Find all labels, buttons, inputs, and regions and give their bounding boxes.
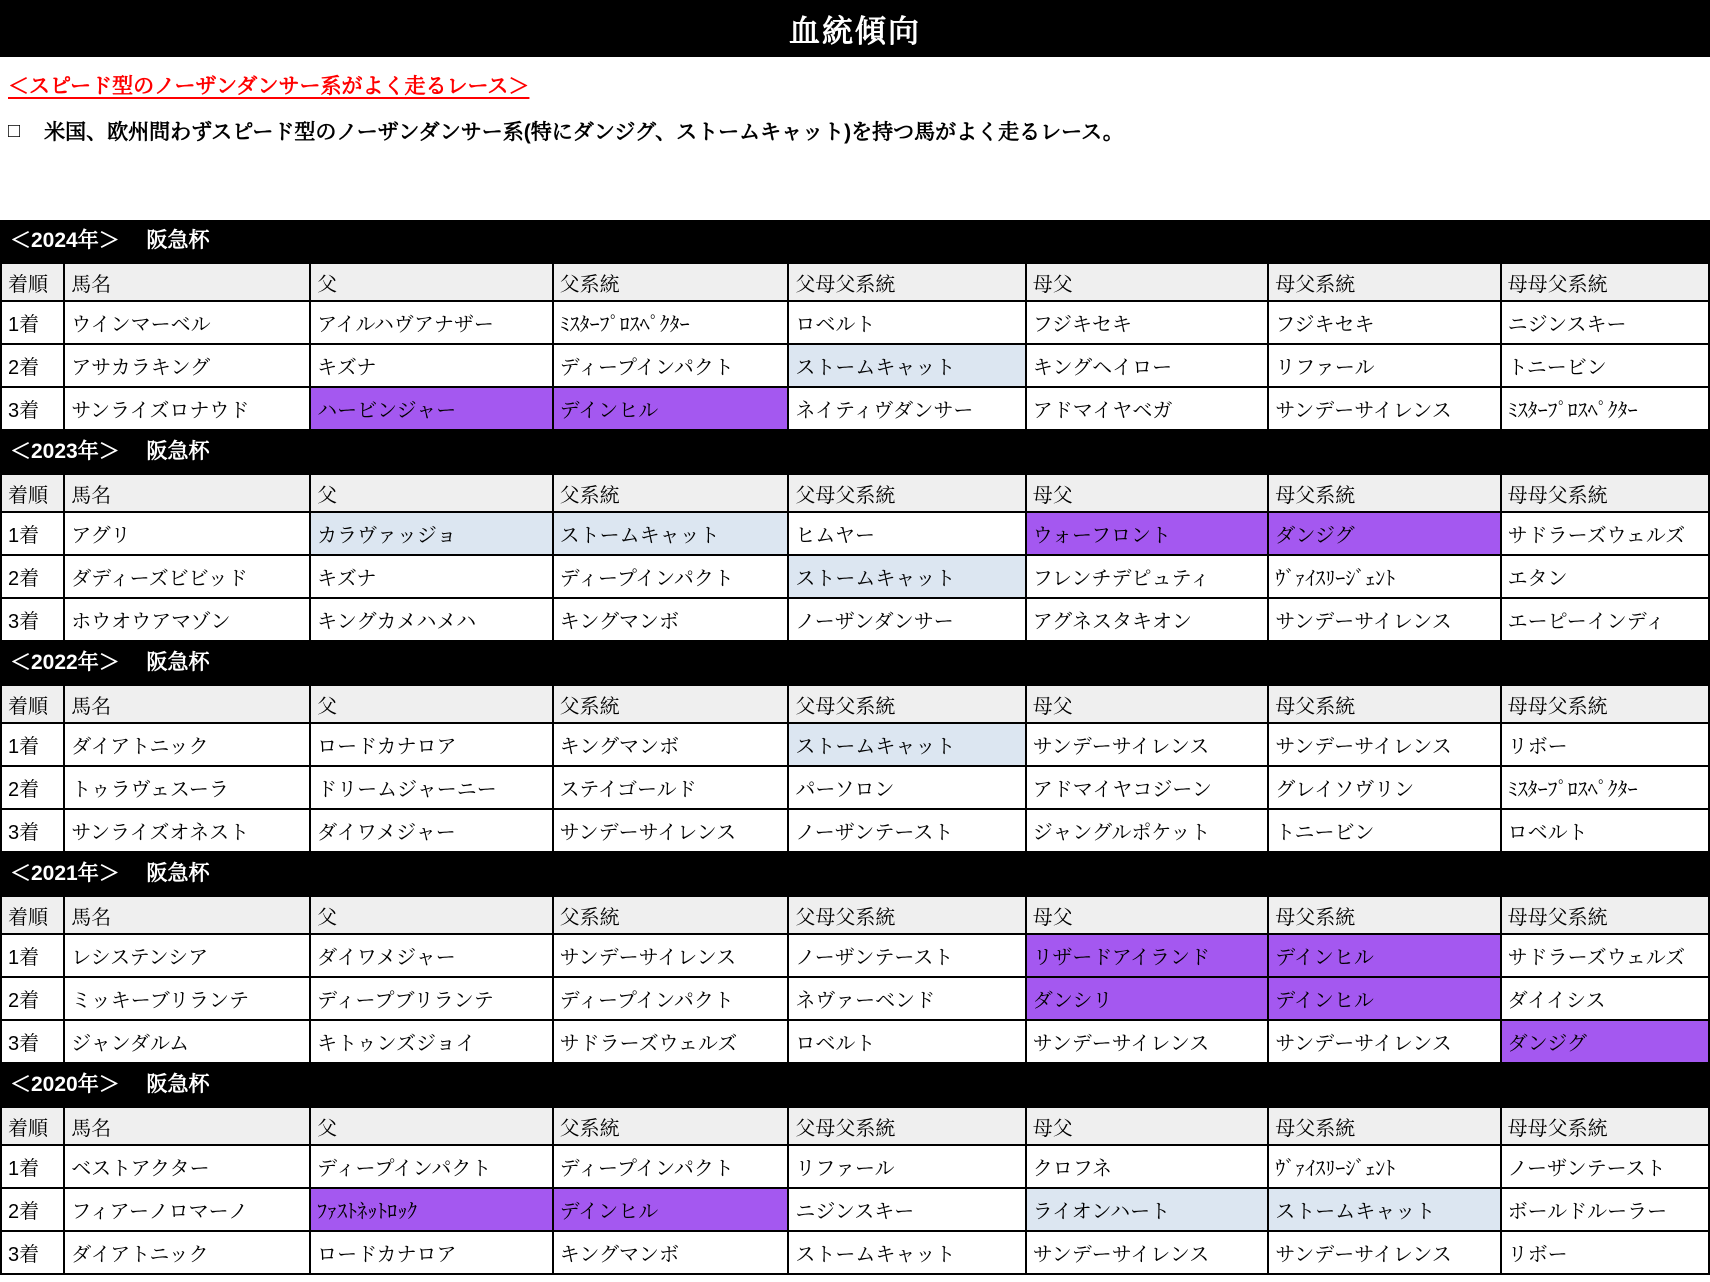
cell-dam-dam-sire-line: ﾐｽﾀｰﾌﾟﾛｽﾍﾟｸﾀｰ	[1501, 766, 1709, 809]
cell-sire-dam-sire-line: ロベルト	[788, 301, 1025, 344]
col-header-dam-dam-sire-line: 母母父系統	[1501, 896, 1709, 934]
cell-dam-sire-line: フジキセキ	[1268, 301, 1500, 344]
cell-dam-sire: フレンチデピュティ	[1026, 555, 1269, 598]
col-header-horse-name: 馬名	[64, 1107, 310, 1145]
col-header-sire: 父	[310, 474, 553, 512]
cell-sire: キトゥンズジョイ	[310, 1020, 553, 1063]
cell-sire-dam-sire-line: ネヴァーベンド	[788, 977, 1025, 1020]
cell-dam-dam-sire-line: リボー	[1501, 1231, 1709, 1274]
cell-sire-line: デインヒル	[553, 387, 789, 430]
cell-sire: ロードカナロア	[310, 1231, 553, 1274]
cell-rank: 2着	[1, 555, 64, 598]
race-trend-heading: ＜スピード型のノーザンダンサー系がよく走るレース＞	[8, 75, 530, 98]
col-header-horse-name: 馬名	[64, 263, 310, 301]
cell-rank: 1着	[1, 934, 64, 977]
table-row	[1, 934, 1709, 977]
table-header-row	[1, 685, 1709, 723]
cell-dam-sire-line: グレイソヴリン	[1268, 766, 1500, 809]
intro-block	[0, 57, 1710, 146]
table-row	[1, 387, 1709, 430]
cell-rank: 3着	[1, 1020, 64, 1063]
cell-sire: ハービンジャー	[310, 387, 553, 430]
cell-dam-sire: サンデーサイレンス	[1026, 1020, 1269, 1063]
col-header-sire: 父	[310, 263, 553, 301]
cell-horse-name: ミッキーブリランテ	[64, 977, 310, 1020]
col-header-rank: 着順	[1, 263, 64, 301]
cell-sire-line: キングマンボ	[553, 1231, 789, 1274]
cell-sire: ダイワメジャー	[310, 934, 553, 977]
table-header-row	[1, 896, 1709, 934]
cell-dam-sire-line: ｳﾞｧｲｽﾘｰｼﾞｪﾝﾄ	[1268, 555, 1500, 598]
table-row	[1, 1188, 1709, 1231]
cell-rank: 2着	[1, 344, 64, 387]
col-header-sire: 父	[310, 896, 553, 934]
col-header-dam-dam-sire-line: 母母父系統	[1501, 1107, 1709, 1145]
cell-sire-line: サドラーズウェルズ	[553, 1020, 789, 1063]
cell-horse-name: ダディーズビビッド	[64, 555, 310, 598]
table-row	[1, 301, 1709, 344]
table-row	[1, 723, 1709, 766]
cell-rank: 1着	[1, 1145, 64, 1188]
cell-dam-sire: リザードアイランド	[1026, 934, 1269, 977]
cell-sire-line: デインヒル	[553, 1188, 789, 1231]
col-header-dam-sire: 母父	[1026, 1107, 1269, 1145]
table-row	[1, 977, 1709, 1020]
cell-dam-dam-sire-line: ダイイシス	[1501, 977, 1709, 1020]
cell-rank: 1着	[1, 512, 64, 555]
cell-sire-dam-sire-line: パーソロン	[788, 766, 1025, 809]
cell-dam-sire-line: トニービン	[1268, 809, 1500, 852]
section-header-4: ＜2020年＞ 阪急杯	[0, 1064, 1710, 1106]
col-header-dam-sire: 母父	[1026, 896, 1269, 934]
table-header-row	[1, 474, 1709, 512]
cell-sire: ディープブリランテ	[310, 977, 553, 1020]
cell-dam-sire-line: ストームキャット	[1268, 1188, 1500, 1231]
col-header-dam-sire-line: 母父系統	[1268, 474, 1500, 512]
cell-horse-name: サンライズロナウド	[64, 387, 310, 430]
cell-sire: ダイワメジャー	[310, 809, 553, 852]
section-header-3: ＜2021年＞ 阪急杯	[0, 853, 1710, 895]
cell-sire: キズナ	[310, 555, 553, 598]
cell-sire: アイルハヴアナザー	[310, 301, 553, 344]
col-header-rank: 着順	[1, 474, 64, 512]
col-header-dam-dam-sire-line: 母母父系統	[1501, 474, 1709, 512]
table-row	[1, 809, 1709, 852]
table-row	[1, 766, 1709, 809]
cell-sire-line: サンデーサイレンス	[553, 809, 789, 852]
cell-sire-line: キングマンボ	[553, 723, 789, 766]
cell-sire: ディープインパクト	[310, 1145, 553, 1188]
cell-dam-sire: サンデーサイレンス	[1026, 1231, 1269, 1274]
cell-horse-name: ベストアクター	[64, 1145, 310, 1188]
cell-dam-sire: キングヘイロー	[1026, 344, 1269, 387]
cell-horse-name: アグリ	[64, 512, 310, 555]
cell-sire-dam-sire-line: ノーザンテースト	[788, 934, 1025, 977]
section-header-1: ＜2023年＞ 阪急杯	[0, 431, 1710, 473]
cell-sire-line: ストームキャット	[553, 512, 789, 555]
year-sections	[0, 220, 1710, 1275]
cell-dam-sire-line: サンデーサイレンス	[1268, 1231, 1500, 1274]
cell-horse-name: ホウオウアマゾン	[64, 598, 310, 641]
trend-note	[8, 116, 1710, 146]
cell-dam-dam-sire-line: ダンジグ	[1501, 1020, 1709, 1063]
col-header-sire-line: 父系統	[553, 896, 789, 934]
cell-dam-sire-line: デインヒル	[1268, 934, 1500, 977]
cell-sire: キングカメハメハ	[310, 598, 553, 641]
cell-dam-dam-sire-line: ﾐｽﾀｰﾌﾟﾛｽﾍﾟｸﾀｰ	[1501, 387, 1709, 430]
cell-dam-sire-line: ダンジグ	[1268, 512, 1500, 555]
cell-dam-sire-line: デインヒル	[1268, 977, 1500, 1020]
col-header-dam-sire: 母父	[1026, 263, 1269, 301]
cell-dam-sire-line: ｳﾞｧｲｽﾘｰｼﾞｪﾝﾄ	[1268, 1145, 1500, 1188]
cell-sire-dam-sire-line: ロベルト	[788, 1020, 1025, 1063]
cell-rank: 2着	[1, 977, 64, 1020]
col-header-sire-line: 父系統	[553, 474, 789, 512]
cell-sire: ﾌｧｽﾄﾈｯﾄﾛｯｸ	[310, 1188, 553, 1231]
cell-sire-dam-sire-line: ストームキャット	[788, 1231, 1025, 1274]
cell-dam-dam-sire-line: ボールドルーラー	[1501, 1188, 1709, 1231]
pedigree-table-1	[0, 473, 1710, 642]
cell-sire-line: ディープインパクト	[553, 977, 789, 1020]
cell-horse-name: トゥラヴェスーラ	[64, 766, 310, 809]
cell-sire-dam-sire-line: ネイティヴダンサー	[788, 387, 1025, 430]
col-header-rank: 着順	[1, 896, 64, 934]
cell-dam-sire-line: サンデーサイレンス	[1268, 1020, 1500, 1063]
cell-sire-line: サンデーサイレンス	[553, 934, 789, 977]
title-bar	[0, 0, 1710, 57]
cell-horse-name: ダイアトニック	[64, 723, 310, 766]
col-header-sire-line: 父系統	[553, 1107, 789, 1145]
cell-horse-name: アサカラキング	[64, 344, 310, 387]
cell-dam-sire: クロフネ	[1026, 1145, 1269, 1188]
cell-dam-dam-sire-line: ニジンスキー	[1501, 301, 1709, 344]
cell-dam-sire-line: リファール	[1268, 344, 1500, 387]
cell-dam-sire-line: サンデーサイレンス	[1268, 723, 1500, 766]
cell-horse-name: ジャンダルム	[64, 1020, 310, 1063]
table-row	[1, 598, 1709, 641]
cell-dam-dam-sire-line: サドラーズウェルズ	[1501, 512, 1709, 555]
cell-horse-name: サンライズオネスト	[64, 809, 310, 852]
table-row	[1, 1020, 1709, 1063]
col-header-sire: 父	[310, 685, 553, 723]
col-header-rank: 着順	[1, 1107, 64, 1145]
cell-horse-name: レシステンシア	[64, 934, 310, 977]
cell-rank: 3着	[1, 387, 64, 430]
cell-dam-sire: フジキセキ	[1026, 301, 1269, 344]
cell-dam-dam-sire-line: サドラーズウェルズ	[1501, 934, 1709, 977]
col-header-dam-sire-line: 母父系統	[1268, 896, 1500, 934]
col-header-sire-line: 父系統	[553, 263, 789, 301]
cell-sire-dam-sire-line: ノーザンダンサー	[788, 598, 1025, 641]
cell-sire-line: ディープインパクト	[553, 1145, 789, 1188]
cell-dam-sire: サンデーサイレンス	[1026, 723, 1269, 766]
cell-sire-line: ディープインパクト	[553, 344, 789, 387]
cell-rank: 1着	[1, 723, 64, 766]
trend-note-text: 米国、欧州問わずスピード型のノーザンダンサー系(特にダンジグ、ストームキャット)を持つ馬がよく走るレース。	[44, 121, 1124, 144]
cell-dam-dam-sire-line: ロベルト	[1501, 809, 1709, 852]
cell-dam-sire: ライオンハート	[1026, 1188, 1269, 1231]
col-header-dam-dam-sire-line: 母母父系統	[1501, 685, 1709, 723]
col-header-horse-name: 馬名	[64, 896, 310, 934]
col-header-sire: 父	[310, 1107, 553, 1145]
cell-sire-dam-sire-line: リファール	[788, 1145, 1025, 1188]
col-header-horse-name: 馬名	[64, 685, 310, 723]
cell-sire-dam-sire-line: ストームキャット	[788, 555, 1025, 598]
table-row	[1, 344, 1709, 387]
pedigree-table-3	[0, 895, 1710, 1064]
cell-dam-sire-line: サンデーサイレンス	[1268, 387, 1500, 430]
section-header-2: ＜2022年＞ 阪急杯	[0, 642, 1710, 684]
cell-sire-line: ステイゴールド	[553, 766, 789, 809]
cell-horse-name: フィアーノロマーノ	[64, 1188, 310, 1231]
cell-dam-sire: アグネスタキオン	[1026, 598, 1269, 641]
col-header-sire-dam-sire-line: 父母父系統	[788, 1107, 1025, 1145]
page-title: 血統傾向	[789, 14, 921, 49]
col-header-sire-dam-sire-line: 父母父系統	[788, 474, 1025, 512]
cell-dam-dam-sire-line: トニービン	[1501, 344, 1709, 387]
col-header-sire-dam-sire-line: 父母父系統	[788, 263, 1025, 301]
table-row	[1, 1145, 1709, 1188]
table-header-row	[1, 263, 1709, 301]
col-header-dam-sire: 母父	[1026, 685, 1269, 723]
col-header-rank: 着順	[1, 685, 64, 723]
cell-sire-line: ディープインパクト	[553, 555, 789, 598]
cell-dam-sire: ジャングルポケット	[1026, 809, 1269, 852]
col-header-sire-dam-sire-line: 父母父系統	[788, 896, 1025, 934]
pedigree-table-0	[0, 262, 1710, 431]
col-header-horse-name: 馬名	[64, 474, 310, 512]
cell-rank: 1着	[1, 301, 64, 344]
cell-sire-dam-sire-line: ヒムヤー	[788, 512, 1025, 555]
cell-sire-dam-sire-line: ストームキャット	[788, 723, 1025, 766]
table-row	[1, 1231, 1709, 1274]
table-row	[1, 555, 1709, 598]
cell-dam-dam-sire-line: リボー	[1501, 723, 1709, 766]
cell-rank: 3着	[1, 598, 64, 641]
col-header-dam-sire-line: 母父系統	[1268, 685, 1500, 723]
cell-dam-dam-sire-line: エーピーインディ	[1501, 598, 1709, 641]
cell-sire: ロードカナロア	[310, 723, 553, 766]
col-header-dam-dam-sire-line: 母母父系統	[1501, 263, 1709, 301]
table-header-row	[1, 1107, 1709, 1145]
cell-dam-sire: ウォーフロント	[1026, 512, 1269, 555]
cell-sire: ドリームジャーニー	[310, 766, 553, 809]
col-header-sire-line: 父系統	[553, 685, 789, 723]
cell-sire: カラヴァッジョ	[310, 512, 553, 555]
cell-dam-sire: ダンシリ	[1026, 977, 1269, 1020]
cell-dam-sire: アドマイヤベガ	[1026, 387, 1269, 430]
cell-sire-dam-sire-line: ニジンスキー	[788, 1188, 1025, 1231]
table-row	[1, 512, 1709, 555]
pedigree-table-4	[0, 1106, 1710, 1275]
cell-horse-name: ダイアトニック	[64, 1231, 310, 1274]
pedigree-table-2	[0, 684, 1710, 853]
cell-sire-dam-sire-line: ノーザンテースト	[788, 809, 1025, 852]
cell-dam-sire: アドマイヤコジーン	[1026, 766, 1269, 809]
cell-dam-dam-sire-line: ノーザンテースト	[1501, 1145, 1709, 1188]
cell-dam-dam-sire-line: エタン	[1501, 555, 1709, 598]
cell-sire-dam-sire-line: ストームキャット	[788, 344, 1025, 387]
col-header-sire-dam-sire-line: 父母父系統	[788, 685, 1025, 723]
cell-rank: 2着	[1, 1188, 64, 1231]
cell-sire-line: ﾐｽﾀｰﾌﾟﾛｽﾍﾟｸﾀｰ	[553, 301, 789, 344]
col-header-dam-sire-line: 母父系統	[1268, 263, 1500, 301]
col-header-dam-sire-line: 母父系統	[1268, 1107, 1500, 1145]
cell-horse-name: ウインマーベル	[64, 301, 310, 344]
cell-rank: 3着	[1, 1231, 64, 1274]
col-header-dam-sire: 母父	[1026, 474, 1269, 512]
checkbox-icon: □	[8, 120, 21, 142]
section-header-0: ＜2024年＞ 阪急杯	[0, 220, 1710, 262]
cell-rank: 2着	[1, 766, 64, 809]
cell-dam-sire-line: サンデーサイレンス	[1268, 598, 1500, 641]
cell-sire-line: キングマンボ	[553, 598, 789, 641]
cell-sire: キズナ	[310, 344, 553, 387]
cell-rank: 3着	[1, 809, 64, 852]
